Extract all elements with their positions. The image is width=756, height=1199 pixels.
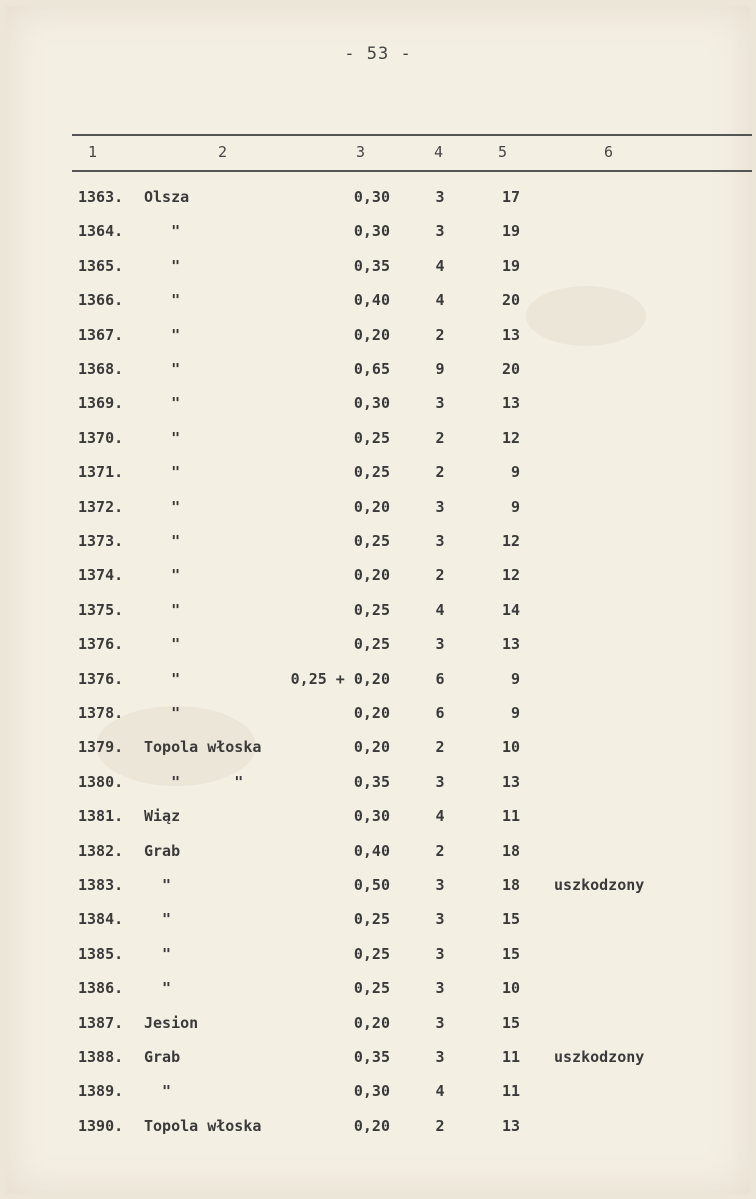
- column-5-value: 9: [510, 463, 520, 482]
- header-col-6: 6: [604, 143, 614, 161]
- column-4-value: 2: [435, 841, 445, 860]
- column-4-value: 4: [435, 291, 445, 310]
- tree-number: 1371.: [78, 463, 124, 482]
- table-row: [0, 429, 756, 463]
- header-col-5: 5: [498, 143, 508, 161]
- table-row: [0, 704, 756, 738]
- column-5-value: 15: [501, 944, 520, 963]
- column-5-value: 13: [501, 772, 520, 791]
- diameter-value: 0,20: [353, 1013, 390, 1032]
- column-5-value: 11: [501, 807, 520, 826]
- diameter-value: 0,35: [353, 1048, 390, 1066]
- diameter-value: 0,25: [353, 532, 390, 550]
- tree-number: 1363.: [78, 188, 124, 206]
- tree-species: ": [144, 876, 172, 894]
- tree-species: ": [144, 944, 172, 963]
- tree-species: Wiąz: [144, 807, 181, 826]
- tree-species: Olsza: [144, 188, 190, 206]
- column-4-value: 3: [435, 394, 445, 413]
- tree-species: Topola włoska: [144, 1116, 262, 1135]
- table-row: [0, 1014, 756, 1048]
- column-4-value: 4: [435, 1082, 445, 1101]
- tree-species: Grab: [144, 1048, 181, 1066]
- column-5-value: 19: [501, 222, 520, 241]
- tree-number: 1372.: [78, 497, 124, 516]
- diameter-value: 0,25: [353, 979, 390, 998]
- diameter-value: 0,65: [353, 360, 390, 378]
- column-5-value: 18: [501, 876, 520, 894]
- column-4-value: 3: [435, 222, 445, 241]
- column-5-value: 17: [501, 188, 520, 206]
- tree-number: 1386.: [78, 979, 124, 998]
- column-4-value: 3: [435, 944, 445, 963]
- tree-species: ": [144, 704, 181, 722]
- tree-number: 1388.: [78, 1048, 124, 1066]
- page-number: - 53 -: [344, 44, 412, 64]
- tree-number: 1375.: [78, 600, 124, 619]
- column-5-value: 9: [510, 669, 520, 688]
- table-row: [0, 463, 756, 497]
- tree-number: 1368.: [78, 360, 124, 378]
- header-col-4: 4: [434, 143, 444, 161]
- table-row: [0, 670, 756, 704]
- diameter-value: 0,20: [353, 704, 390, 722]
- diameter-value: 0,30: [353, 188, 390, 206]
- tree-species: ": [144, 428, 181, 447]
- tree-species: ": [144, 222, 181, 241]
- tree-number: 1383.: [78, 876, 124, 894]
- tree-species: ": [144, 463, 181, 482]
- column-5-value: 11: [501, 1048, 520, 1066]
- table-row: [0, 807, 756, 841]
- tree-number: 1374.: [78, 566, 124, 585]
- tree-species: ": [144, 600, 181, 619]
- diameter-value: 0,20: [353, 497, 390, 516]
- condition-note: uszkodzony: [554, 1048, 645, 1066]
- tree-species: ": [144, 1082, 172, 1101]
- tree-species: ": [144, 635, 181, 654]
- column-5-value: 10: [501, 979, 520, 998]
- diameter-value: 0,35: [353, 256, 390, 275]
- column-5-value: 15: [501, 1013, 520, 1032]
- tree-species: Grab: [144, 841, 181, 860]
- tree-number: 1364.: [78, 222, 124, 241]
- tree-number: 1370.: [78, 428, 124, 447]
- table-row: [0, 1117, 756, 1151]
- tree-number: 1380.: [78, 772, 124, 791]
- column-5-value: 13: [501, 325, 520, 344]
- tree-number: 1381.: [78, 807, 124, 826]
- table-row: [0, 738, 756, 772]
- condition-note: uszkodzony: [554, 876, 645, 894]
- column-4-value: 3: [435, 532, 445, 550]
- tree-number: 1385.: [78, 944, 124, 963]
- tree-number: 1378.: [78, 704, 124, 722]
- column-4-value: 9: [435, 360, 445, 378]
- diameter-value: 0,30: [353, 394, 390, 413]
- table-row: [0, 1048, 756, 1082]
- diameter-value: 0,20: [353, 738, 390, 757]
- diameter-value: 0,30: [353, 222, 390, 241]
- column-5-value: 18: [501, 841, 520, 860]
- tree-number: 1384.: [78, 910, 124, 929]
- diameter-value: 0,25: [353, 600, 390, 619]
- column-5-value: 10: [501, 738, 520, 757]
- tree-number: 1389.: [78, 1082, 124, 1101]
- column-5-value: 14: [501, 600, 520, 619]
- table-row: [0, 257, 756, 291]
- diameter-value: 0,50: [353, 876, 390, 894]
- tree-number: 1373.: [78, 532, 124, 550]
- column-5-value: 19: [501, 256, 520, 275]
- tree-number: 1369.: [78, 394, 124, 413]
- header-col-2: 2: [218, 143, 228, 161]
- tree-number: 1376.: [78, 635, 124, 654]
- column-5-value: 12: [501, 532, 520, 550]
- tree-number: 1390.: [78, 1116, 124, 1135]
- table-row: [0, 291, 756, 325]
- header-col-3: 3: [356, 143, 366, 161]
- table-row: [0, 945, 756, 979]
- column-4-value: 3: [435, 1048, 445, 1066]
- table-header-rule: [72, 170, 752, 172]
- tree-number: 1376.: [78, 669, 124, 688]
- table-row: [0, 326, 756, 360]
- column-4-value: 3: [435, 979, 445, 998]
- tree-species: Jesion: [144, 1013, 199, 1032]
- diameter-value: 0,40: [353, 841, 390, 860]
- column-5-value: 20: [501, 291, 520, 310]
- column-4-value: 3: [435, 876, 445, 894]
- tree-species: ": [144, 497, 181, 516]
- column-5-value: 13: [501, 635, 520, 654]
- diameter-value: 0,25: [353, 944, 390, 963]
- table-row: [0, 532, 756, 566]
- diameter-value: 0,25: [353, 428, 390, 447]
- column-5-value: 13: [501, 1116, 520, 1135]
- tree-species: ": [144, 394, 181, 413]
- column-5-value: 9: [510, 704, 520, 722]
- table-row: [0, 498, 756, 532]
- table-top-rule: [72, 134, 752, 136]
- column-5-value: 20: [501, 360, 520, 378]
- tree-number: 1365.: [78, 256, 124, 275]
- column-4-value: 2: [435, 1116, 445, 1135]
- table-row: [0, 773, 756, 807]
- diameter-value: 0,25: [353, 463, 390, 482]
- column-5-value: 12: [501, 428, 520, 447]
- diameter-value: 0,20: [353, 566, 390, 585]
- header-col-1: 1: [88, 143, 98, 161]
- tree-species: ": [144, 256, 181, 275]
- tree-species: ": [144, 566, 181, 585]
- tree-number: 1366.: [78, 291, 124, 310]
- column-4-value: 4: [435, 600, 445, 619]
- table-row: [0, 601, 756, 635]
- tree-species: " ": [144, 772, 244, 791]
- tree-number: 1387.: [78, 1013, 124, 1032]
- diameter-value: 0,30: [353, 1082, 390, 1101]
- table-row: [0, 394, 756, 428]
- tree-number: 1379.: [78, 738, 124, 757]
- table-row: [0, 910, 756, 944]
- diameter-value: 0,30: [353, 807, 390, 826]
- table-row: [0, 566, 756, 600]
- table-row: [0, 876, 756, 910]
- table-row: [0, 222, 756, 256]
- tree-species: ": [144, 979, 172, 998]
- column-4-value: 4: [435, 807, 445, 826]
- column-4-value: 6: [435, 704, 445, 722]
- column-4-value: 2: [435, 428, 445, 447]
- table-row: [0, 360, 756, 394]
- column-4-value: 3: [435, 635, 445, 654]
- column-4-value: 3: [435, 772, 445, 791]
- table-row: [0, 188, 756, 222]
- table-row: [0, 842, 756, 876]
- column-4-value: 2: [435, 566, 445, 585]
- table-row: [0, 635, 756, 669]
- column-4-value: 4: [435, 256, 445, 275]
- tree-species: Topola włoska: [144, 738, 262, 757]
- column-4-value: 2: [435, 738, 445, 757]
- column-5-value: 12: [501, 566, 520, 585]
- diameter-value: 0,20: [353, 1116, 390, 1135]
- diameter-value: 0,35: [353, 772, 390, 791]
- table-row: [0, 979, 756, 1013]
- tree-number: 1382.: [78, 841, 124, 860]
- table-row: [0, 1082, 756, 1116]
- tree-species: ": [144, 532, 181, 550]
- tree-number: 1367.: [78, 325, 124, 344]
- diameter-value: 0,25: [353, 910, 390, 929]
- tree-species: ": [144, 360, 181, 378]
- column-4-value: 2: [435, 463, 445, 482]
- column-5-value: 11: [501, 1082, 520, 1101]
- diameter-value: 0,40: [353, 291, 390, 310]
- column-5-value: 13: [501, 394, 520, 413]
- column-5-value: 9: [510, 497, 520, 516]
- diameter-value: 0,25 + 0,20: [290, 669, 390, 688]
- tree-species: ": [144, 910, 172, 929]
- tree-species: ": [144, 291, 181, 310]
- diameter-value: 0,20: [353, 325, 390, 344]
- column-4-value: 3: [435, 188, 445, 206]
- column-4-value: 3: [435, 910, 445, 929]
- column-5-value: 15: [501, 910, 520, 929]
- tree-species: ": [144, 669, 181, 688]
- tree-species: ": [144, 325, 181, 344]
- column-4-value: 3: [435, 497, 445, 516]
- column-4-value: 3: [435, 1013, 445, 1032]
- column-4-value: 6: [435, 669, 445, 688]
- column-4-value: 2: [435, 325, 445, 344]
- diameter-value: 0,25: [353, 635, 390, 654]
